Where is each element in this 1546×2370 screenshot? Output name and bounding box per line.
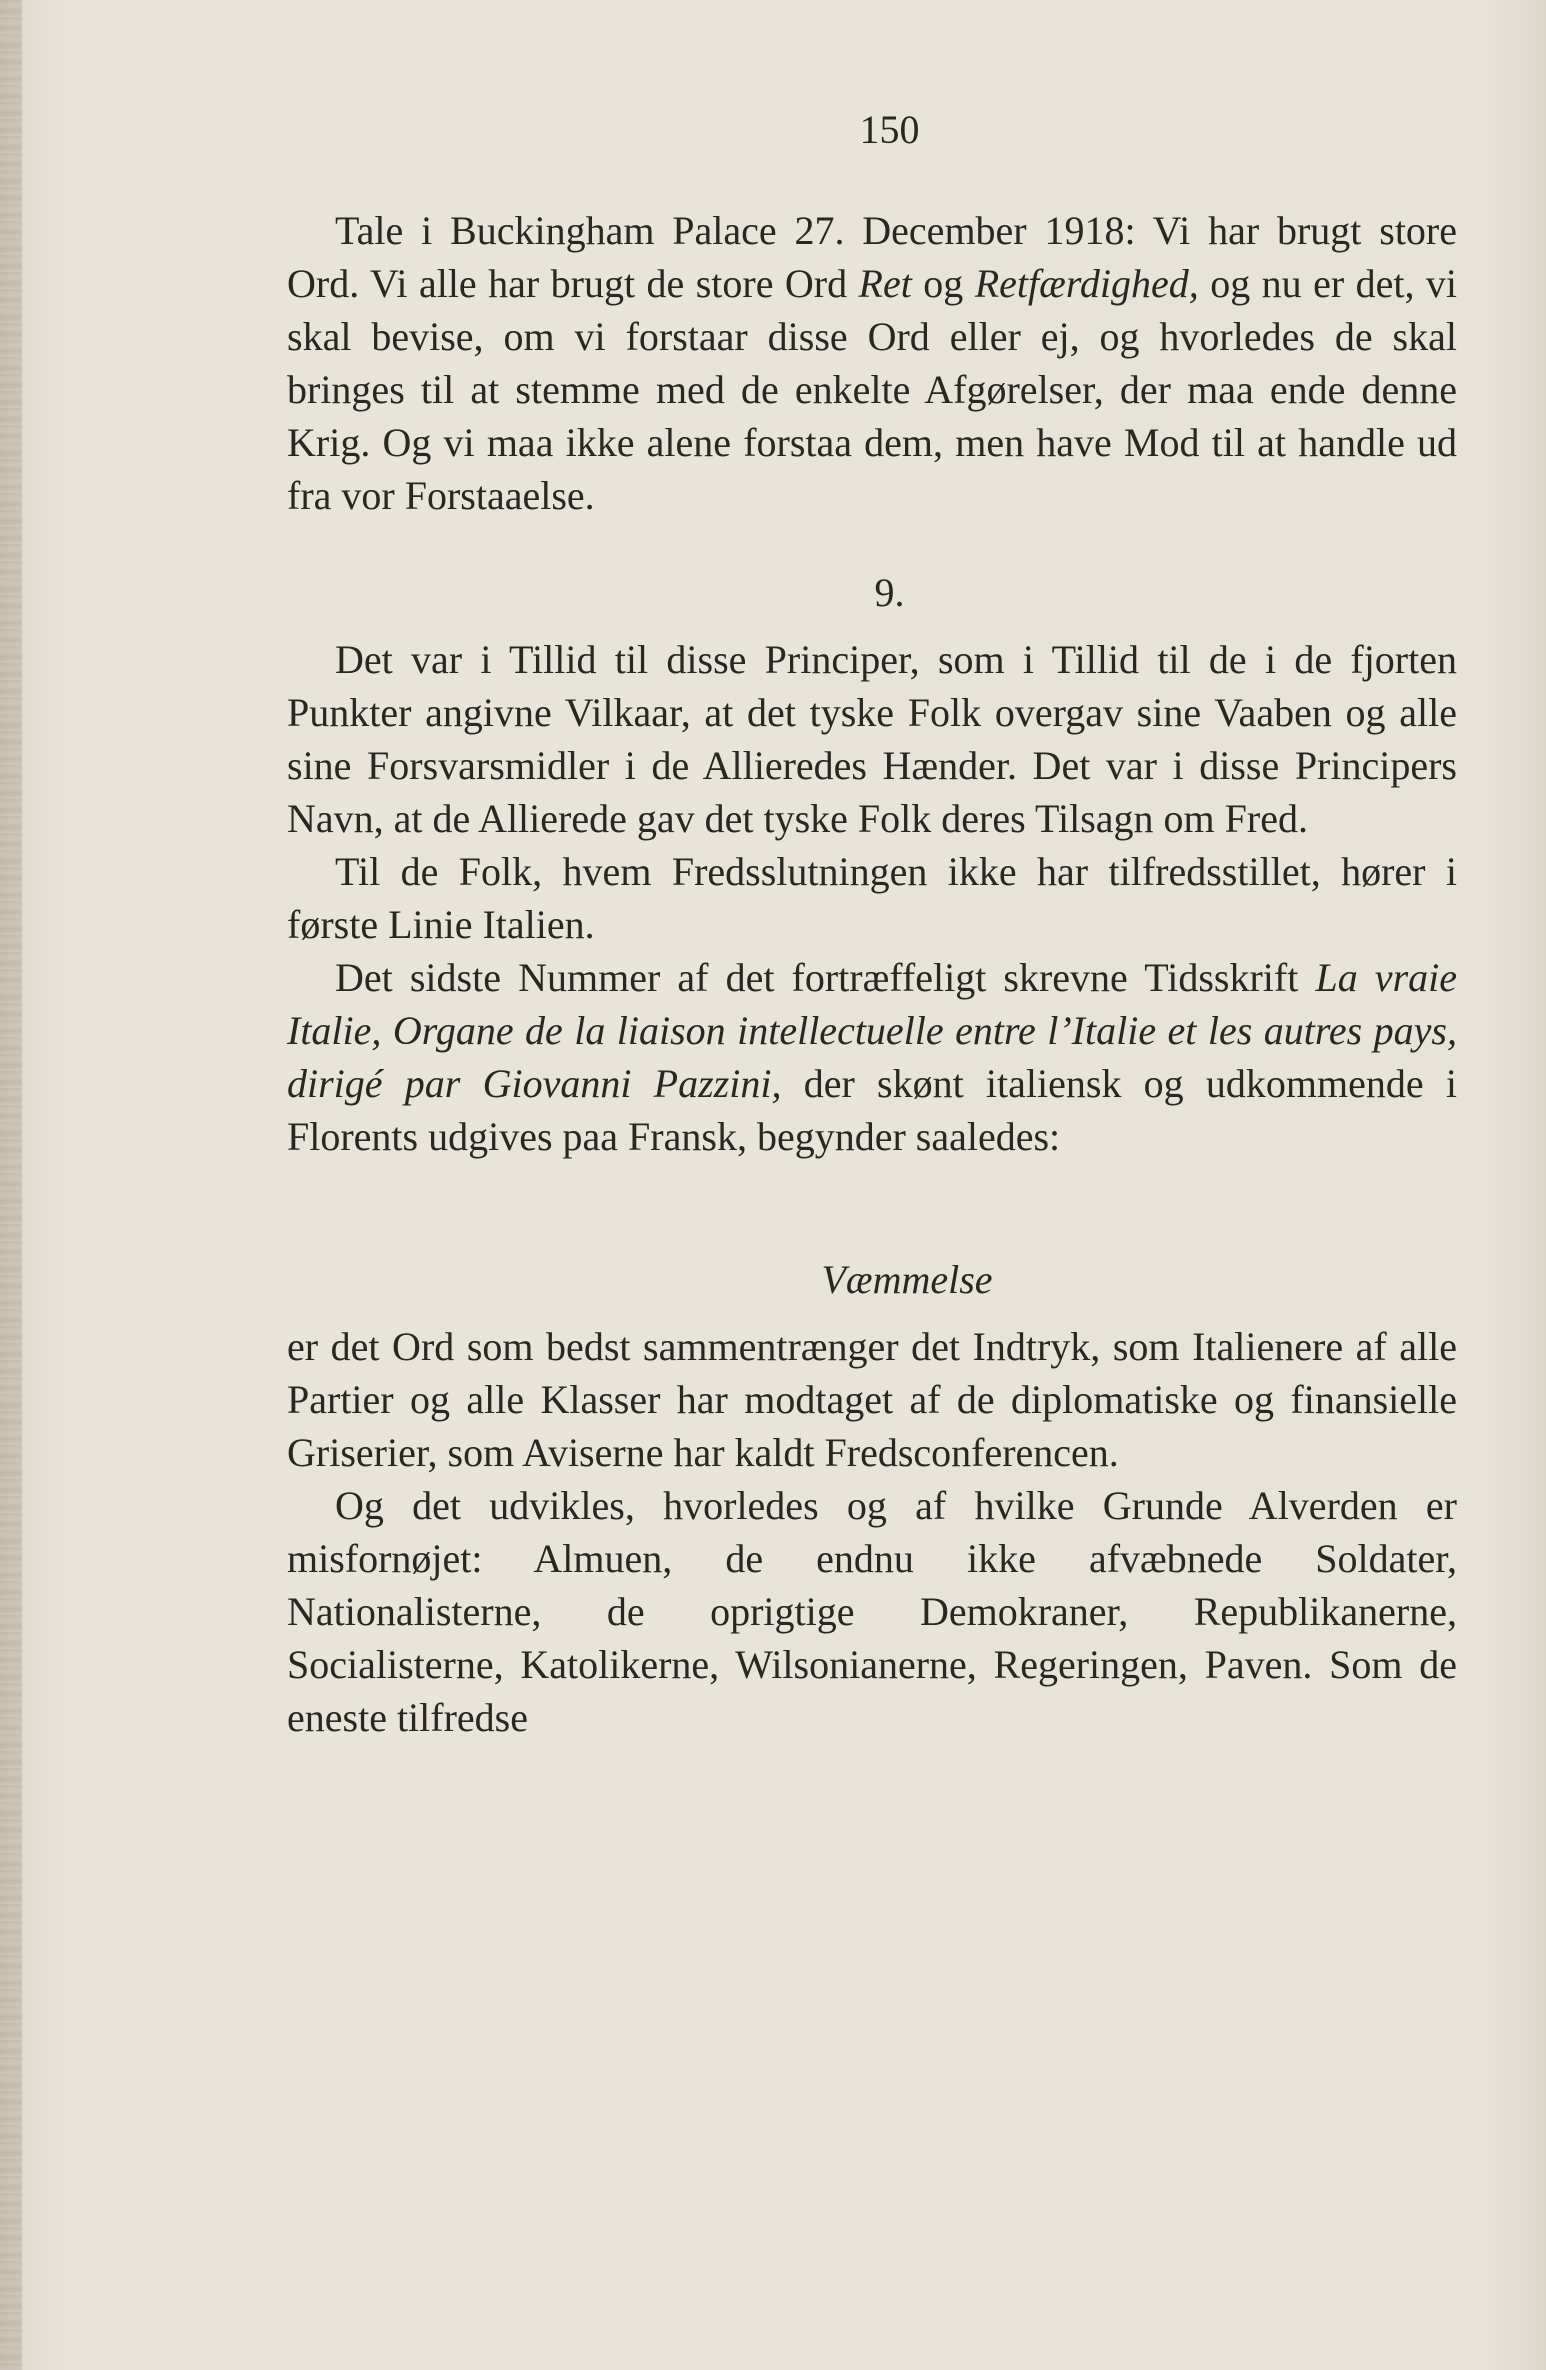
text-block	[287, 100, 1457, 1744]
paragraph-italy: Til de Folk, hvem Fredsslutningen ikke har tilfredsstillet, hører i første Linie Italien.	[287, 849, 1457, 947]
paragraph-journal	[287, 951, 1457, 1163]
paragraph-speech-text-b: og	[911, 261, 975, 306]
section-number: 9.	[874, 570, 905, 615]
page-number: 150	[859, 107, 920, 152]
paragraph-journal-text-b: der skønt italiensk og udkommende i Florents udgives paa Fransk, begynder saaledes:	[287, 1061, 1457, 1159]
italic-retfaerdighed: Retfærdighed,	[974, 261, 1199, 306]
paragraph-quote: er det Ord som bedst sammentrænger det Indtryk, som Italienere af alle Partier og alle Klasser har modtaget af de diplomatiske og finansielle Griserier, som Aviserne har kaldt Fredsconferencen.	[287, 1324, 1457, 1475]
heading-vaemmelse: Væmmelse	[821, 1257, 993, 1302]
paragraph-speech	[287, 204, 1457, 522]
page-gutter	[0, 0, 22, 2370]
paragraph-principles: Det var i Tillid til disse Principer, som i Tillid til de i de fjorten Punkter angivne Vilkaar, at det tyske Folk overgav sine Vaaben og alle sine Forsvarsmidler i de Allieredes Hænder. Det var i disse Principers Navn, at de Allierede gav det tyske Folk deres Tilsagn om Fred.	[287, 637, 1457, 841]
italic-journal-title: La vraie Italie, Organe de la liaison intellectuelle entre l’Italie et les autres pays, dirigé par Giovanni Pazzini,	[287, 955, 1457, 1106]
italic-ret: Ret	[858, 261, 912, 306]
paragraph-speech-text-c: og nu er det, vi skal bevise, om vi forstaar disse Ord eller ej, og hvorledes de skal bringes til at stemme med de enkelte Afgørelser, der maa ende denne Krig. Og vi maa ikke alene forstaa dem, men have Mod til at handle ud fra vor Forstaaelse.	[287, 261, 1457, 518]
paragraph-discontent: Og det udvikles, hvorledes og af hvilke Grunde Alverden er misfornøjet: Almuen, de endnu ikke afvæbnede Soldater, Nationalisterne, de oprigtige Demokraner, Republikanerne, Socialisterne, Katolikerne, Wilsonianerne, Regeringen, Paven. Som de eneste tilfredse	[287, 1483, 1457, 1740]
paragraph-speech-text-a: Tale i Buckingham Palace 27. December 1918: Vi har brugt store Ord. Vi alle har brugt de store Ord	[287, 208, 1457, 306]
paragraph-journal-text-a: Det sidste Nummer af det fortræffeligt skrevne Tidsskrift	[335, 955, 1316, 1000]
